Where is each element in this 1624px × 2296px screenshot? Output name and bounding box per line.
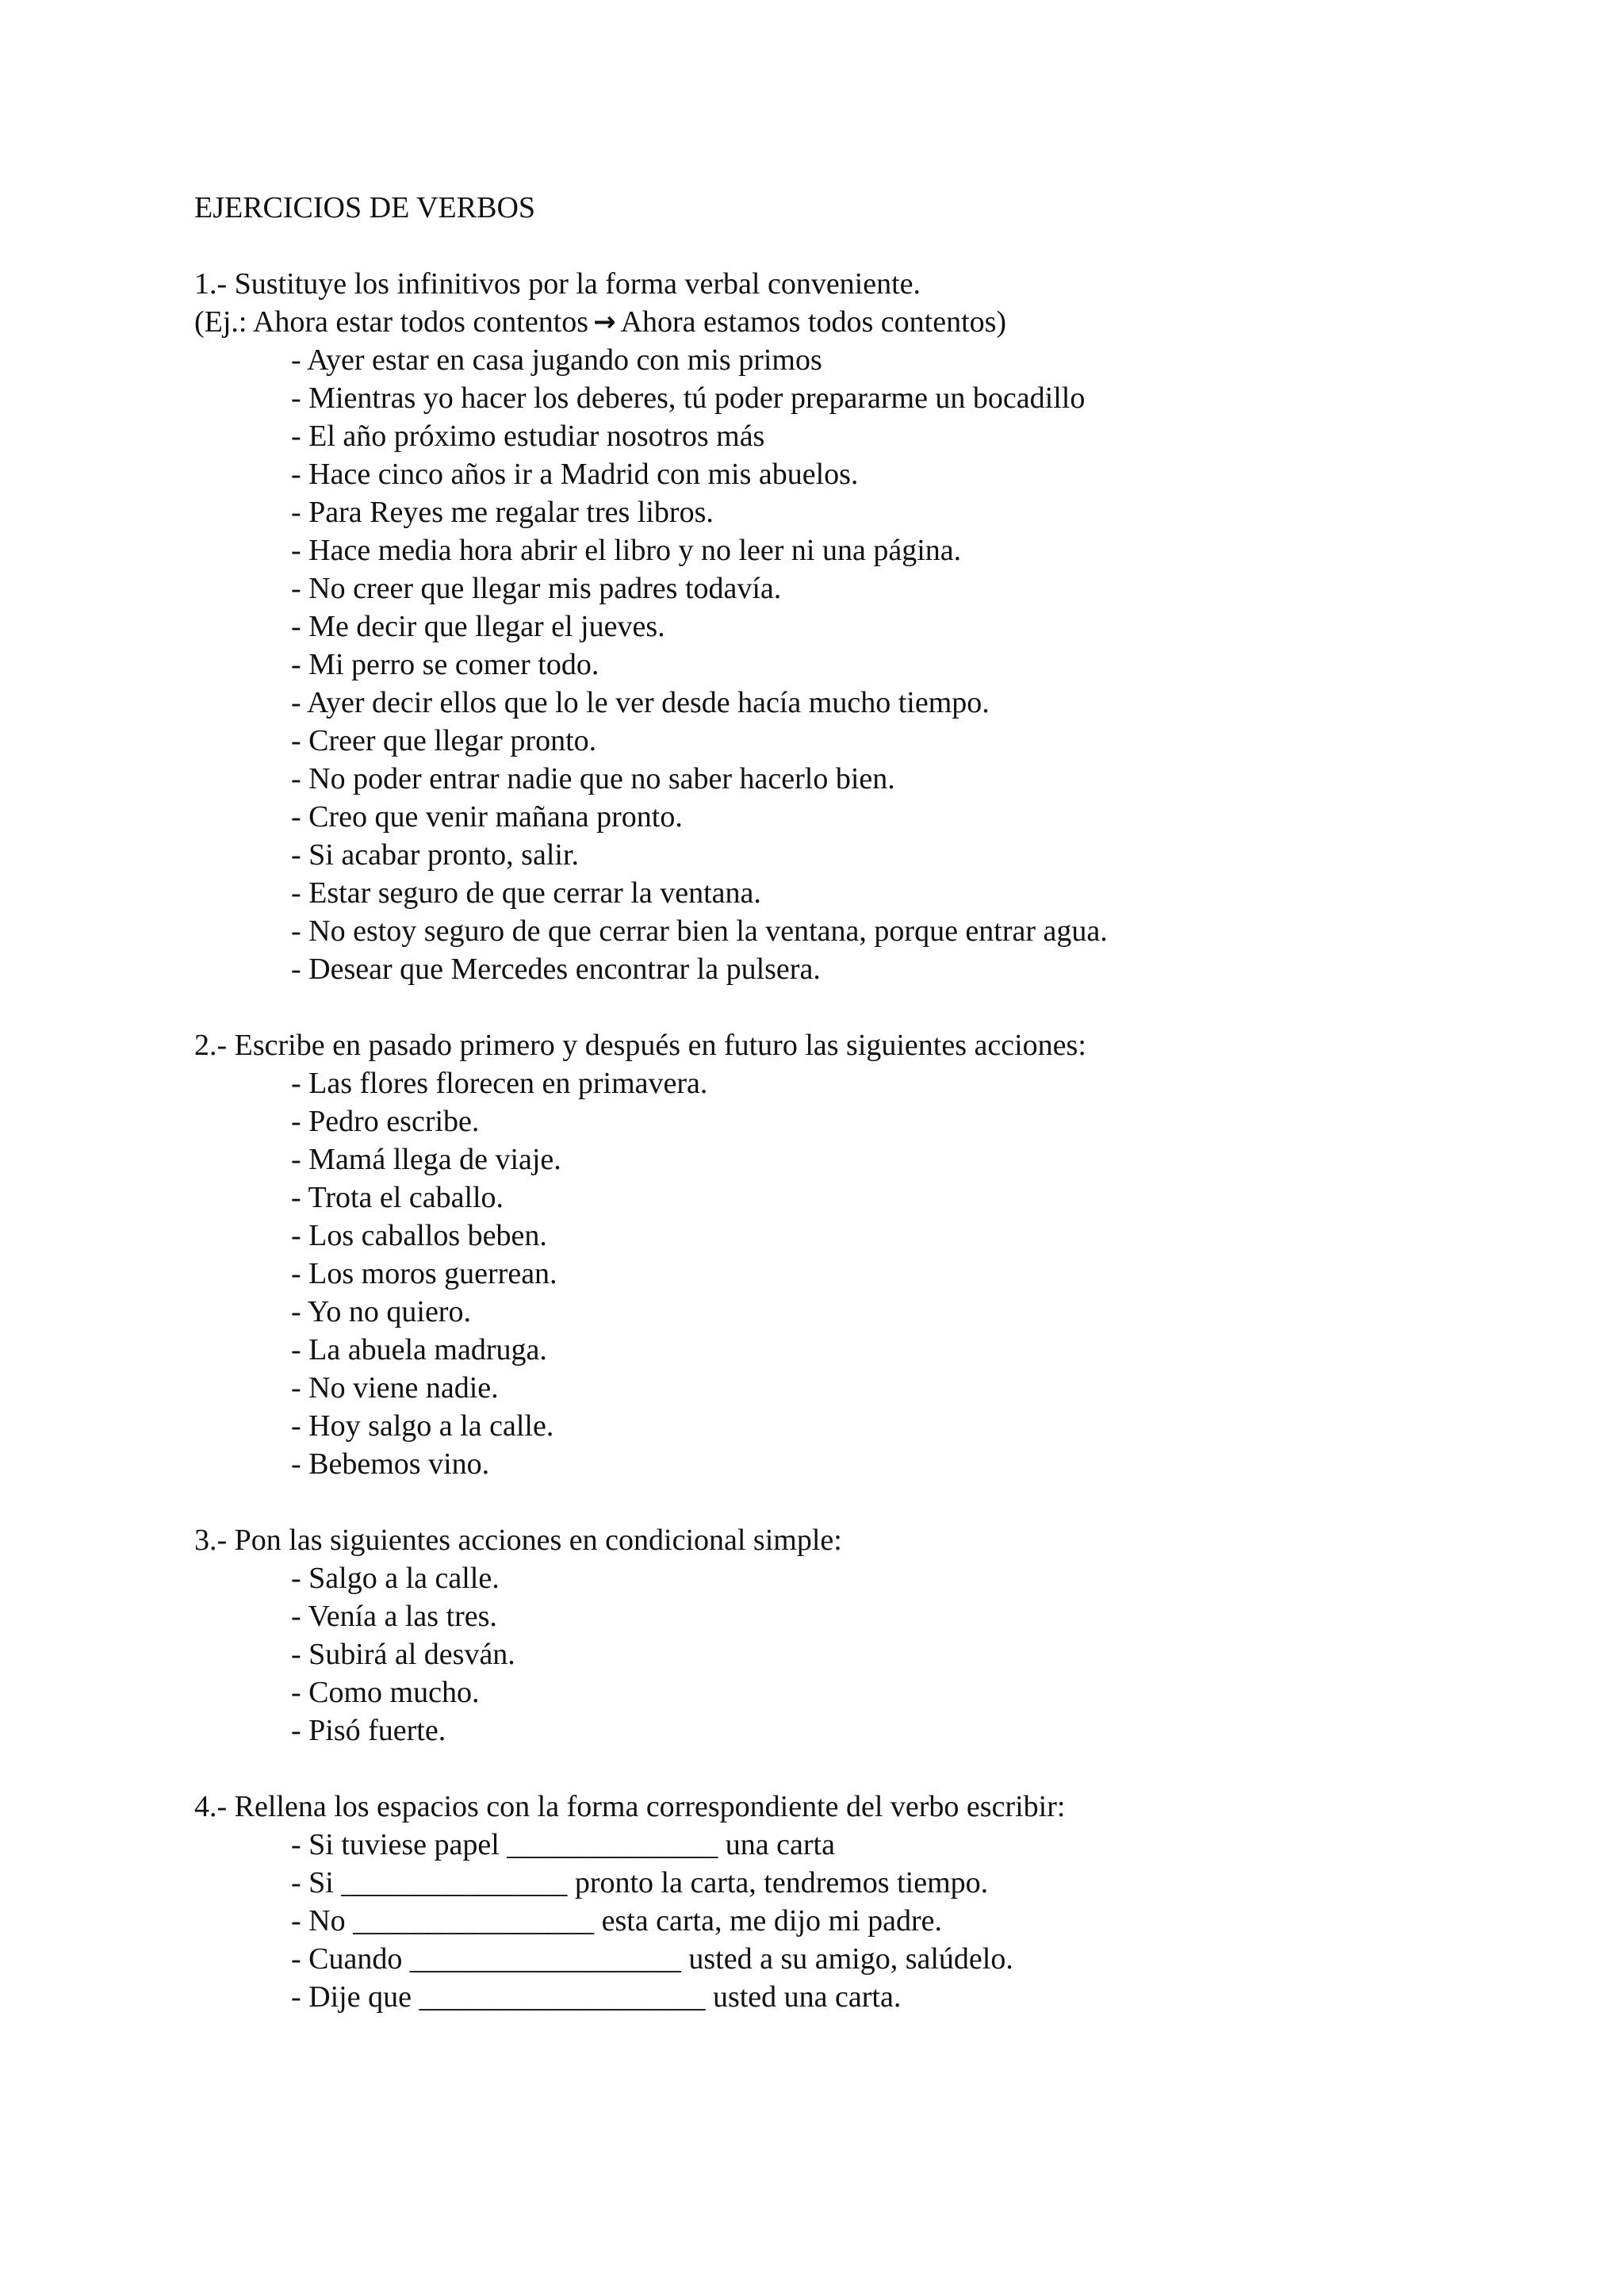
spacer xyxy=(194,988,1479,1026)
exercise-4-item: - No ________________ esta carta, me dijo mi padre. xyxy=(291,1904,943,1938)
exercise-2-item: - Mamá llega de viaje. xyxy=(291,1143,561,1176)
exercise-4-heading: 4.- Rellena los espacios con la forma correspondiente del verbo escribir: xyxy=(194,1790,1066,1823)
right-arrow-icon: → xyxy=(593,306,616,338)
exercise-2-item: - No viene nadie. xyxy=(291,1371,499,1405)
exercise-1-heading: 1.- Sustituye los infinitivos por la forma verbal conveniente. xyxy=(194,267,921,301)
exercise-1-item: - No creer que llegar mis padres todavía. xyxy=(291,572,782,605)
exercise-4-item: - Cuando __________________ usted a su amigo, salúdelo. xyxy=(291,1942,1013,1976)
exercise-3-item: - Subirá al desván. xyxy=(291,1638,515,1671)
exercise-1-item: - Hace media hora abrir el libro y no leer ni una página. xyxy=(291,534,962,567)
exercise-1-item: - Mi perro se comer todo. xyxy=(291,648,599,681)
exercise-4-item: - Si tuviese papel ______________ una carta xyxy=(291,1828,835,1861)
exercise-2-item: - Las flores florecen en primavera. xyxy=(291,1067,708,1100)
exercise-2-item: - Los moros guerrean. xyxy=(291,1257,557,1290)
exercise-2-item: - Pedro escribe. xyxy=(291,1105,480,1138)
exercise-1-item: - Estar seguro de que cerrar la ventana. xyxy=(291,876,761,910)
exercise-1-item: - No estoy seguro de que cerrar bien la ventana, porque entrar agua. xyxy=(291,914,1108,948)
exercise-3-item: - Salgo a la calle. xyxy=(291,1562,500,1595)
exercise-4-item: - Dije que ___________________ usted una carta. xyxy=(291,1980,902,2014)
exercise-1-item: - Desear que Mercedes encontrar la pulsera. xyxy=(291,953,821,986)
exercise-1-item: - Creo que venir mañana pronto. xyxy=(291,800,683,834)
exercise-1-item: - Si acabar pronto, salir. xyxy=(291,838,580,872)
document-title: EJERCICIOS DE VERBOS xyxy=(194,191,536,224)
spacer xyxy=(194,1750,1479,1788)
spacer xyxy=(194,1483,1479,1521)
document-body xyxy=(194,189,1479,2016)
exercise-2-heading: 2.- Escribe en pasado primero y después en futuro las siguientes acciones: xyxy=(194,1029,1086,1062)
exercise-2-item: - Los caballos beben. xyxy=(291,1219,547,1252)
exercise-1-item: - Hace cinco años ir a Madrid con mis abuelos. xyxy=(291,458,859,491)
exercise-1-item: - Ayer estar en casa jugando con mis primos xyxy=(291,343,822,377)
example-end: Ahora estamos todos contentos) xyxy=(620,305,1007,339)
exercise-4-item: - Si _______________ pronto la carta, tendremos tiempo. xyxy=(291,1866,989,1899)
exercise-1-item: - Creer que llegar pronto. xyxy=(291,724,597,757)
exercise-1-item: - No poder entrar nadie que no saber hacerlo bien. xyxy=(291,762,895,795)
exercise-1-item: - Me decir que llegar el jueves. xyxy=(291,610,665,643)
exercise-2-item: - Hoy salgo a la calle. xyxy=(291,1409,554,1443)
exercise-3-item: - Como mucho. xyxy=(291,1676,480,1709)
exercise-2-item: - Trota el caballo. xyxy=(291,1181,504,1214)
exercise-1-item: - El año próximo estudiar nosotros más xyxy=(291,420,765,453)
exercise-2-item: - Yo no quiero. xyxy=(291,1295,471,1328)
exercise-1-item: - Ayer decir ellos que lo le ver desde hacía mucho tiempo. xyxy=(291,686,990,719)
example-start: (Ej.: Ahora estar todos contentos xyxy=(194,305,589,339)
exercise-1-item: - Para Reyes me regalar tres libros. xyxy=(291,496,714,529)
exercise-3-heading: 3.- Pon las siguientes acciones en condicional simple: xyxy=(194,1524,842,1557)
exercise-2-item: - La abuela madruga. xyxy=(291,1333,547,1366)
exercise-3-item: - Venía a las tres. xyxy=(291,1600,497,1633)
exercise-2-item: - Bebemos vino. xyxy=(291,1447,490,1481)
exercise-1-example xyxy=(194,303,1479,341)
exercise-1-item: - Mientras yo hacer los deberes, tú poder prepararme un bocadillo xyxy=(291,381,1086,415)
spacer xyxy=(194,227,1479,265)
exercise-3-item: - Pisó fuerte. xyxy=(291,1714,446,1747)
